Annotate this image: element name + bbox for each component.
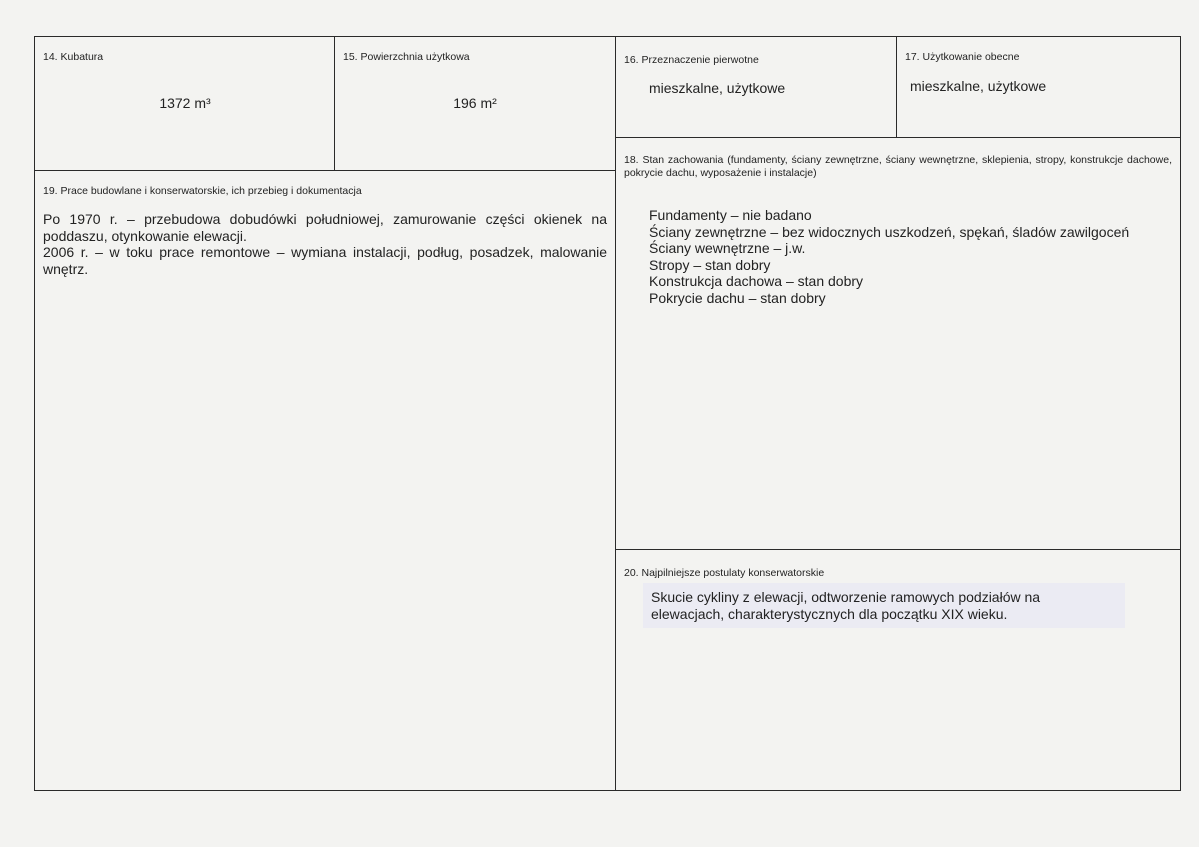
field-19-label: 19. Prace budowlane i konserwatorskie, ich przebieg i dokumentacja bbox=[43, 185, 362, 197]
field-14-value: 1372 m³ bbox=[159, 95, 211, 111]
field-16-przeznaczenie bbox=[615, 36, 897, 138]
field-17-uzytkowanie bbox=[896, 36, 1181, 138]
stan-line-stropy: Stropy – stan dobry bbox=[649, 256, 771, 273]
field-14-label: 14. Kubatura bbox=[43, 51, 104, 63]
field-14-kubatura bbox=[34, 36, 335, 171]
stan-line-pokrycie: Pokrycie dachu – stan dobry bbox=[649, 289, 826, 306]
field-18-stan-zachowania bbox=[615, 137, 1181, 550]
field-15-value: 196 m² bbox=[453, 95, 497, 111]
field-18-lines bbox=[649, 207, 1129, 306]
stan-line-konstrukcja: Konstrukcja dachowa – stan dobry bbox=[649, 273, 864, 289]
stan-line-fundamenty: Fundamenty – nie badano bbox=[649, 207, 812, 223]
field-17-label: 17. Użytkowanie obecne bbox=[905, 51, 1020, 63]
field-15-powierzchnia bbox=[334, 36, 616, 171]
field-15-label: 15. Powierzchnia użytkowa bbox=[343, 51, 470, 63]
field-19-prace-budowlane bbox=[34, 170, 616, 791]
stan-line-sciany-wewnetrzne: Ściany wewnętrzne – j.w. bbox=[649, 240, 806, 256]
field-20-label: 20. Najpilniejsze postulaty konserwatorskie bbox=[624, 567, 825, 579]
field-16-label: 16. Przeznaczenie pierwotne bbox=[624, 54, 759, 66]
field-19-text: Po 1970 r. – przebudowa dobudówki południowej, zamurowanie części okienek na poddaszu, otynkowanie elewacji. 2006 r. – w toku prace remontowe – wymiana instalacji, podług, posadzek, malowanie wnętrz. bbox=[43, 211, 607, 277]
field-17-value: mieszkalne, użytkowe bbox=[910, 78, 1047, 94]
field-16-value: mieszkalne, użytkowe bbox=[649, 80, 786, 96]
field-20-text: Skucie cykliny z elewacji, odtworzenie ramowych podziałów na elewacjach, charakterystycznych dla początku XIX wieku. bbox=[643, 583, 1125, 628]
stan-line-sciany-zewnetrzne: Ściany zewnętrzne – bez widocznych uszkodzeń, spękań, śladów zawilgoceń bbox=[649, 223, 1130, 240]
field-18-label: 18. Stan zachowania (fundamenty, ściany zewnętrzne, ściany wewnętrzne, sklepienia, stropy, konstrukcje dachowe, pokrycie dachu, wyposażenie i instalacje) bbox=[624, 154, 1172, 179]
field-20-postulaty bbox=[615, 549, 1181, 791]
